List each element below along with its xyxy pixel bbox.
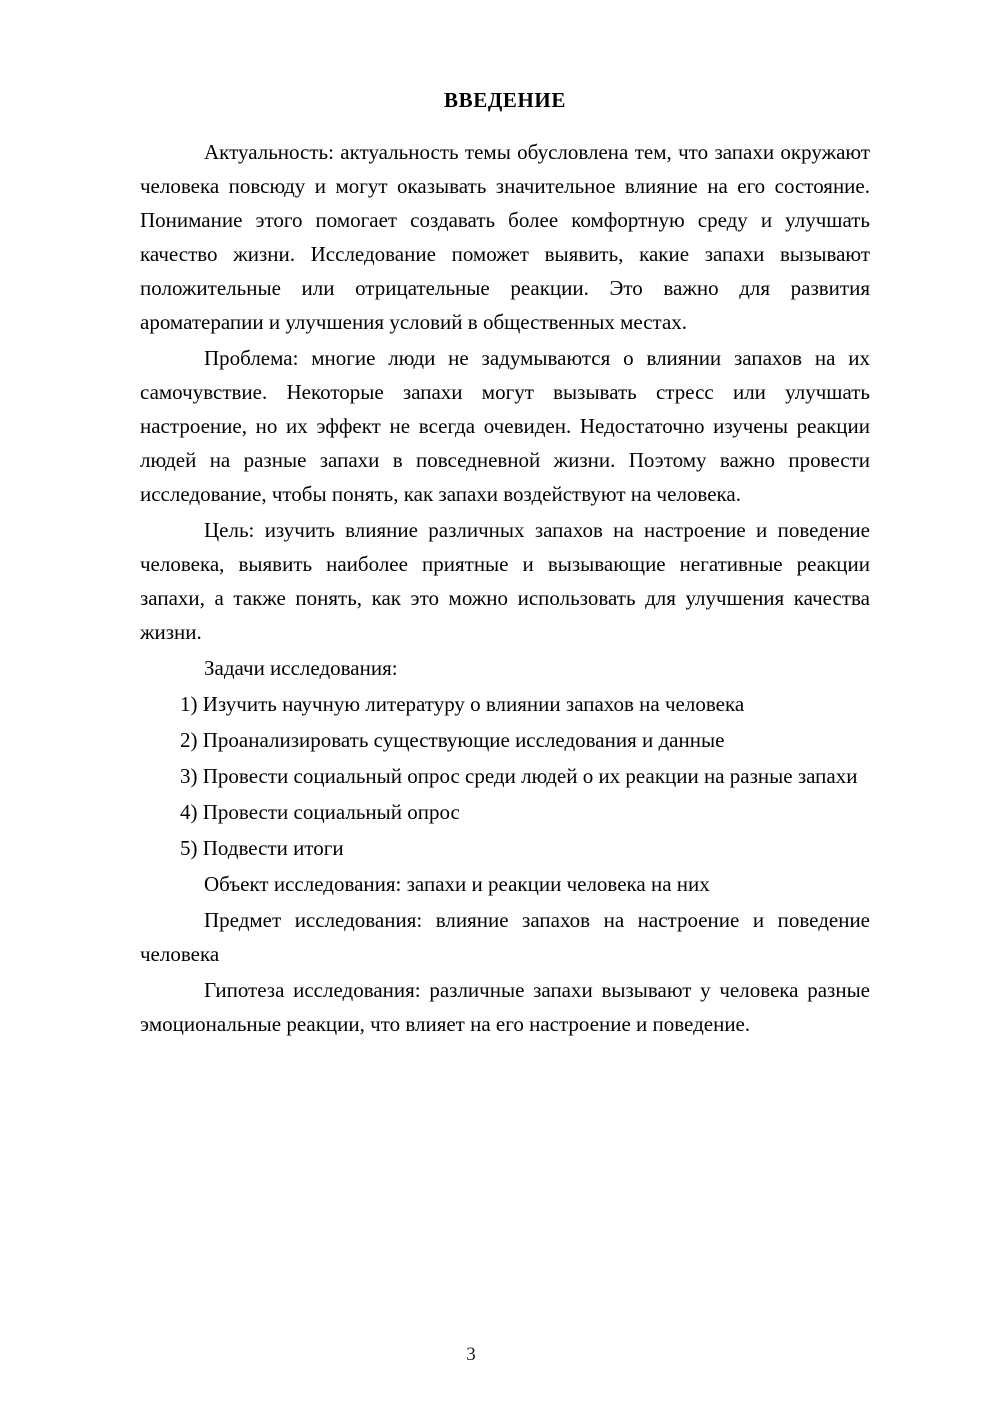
paragraph-hypothesis: Гипотеза исследования: различные запахи вызывают у человека разные эмоциональные реакции, что влияет на его настроение и поведение. [140,978,870,1037]
task-item-1: 1) Изучить научную литературу о влиянии запахов на человека [180,692,745,717]
paragraph-relevance: Актуальность: актуальность темы обусловлена тем, что запахи окружают человека повсюду и могут оказывать значительное влияние на его состояние. Понимание этого помогает создавать более комфортную среду и улучшать качество жизни. Исследование поможет выявить, какие запахи вызывают положительные или отрицательные реакции. Это важно для развития ароматерапии и улучшения условий в общественных местах. [140,140,870,335]
paragraph-problem: Проблема: многие люди не задумываются о влиянии запахов на их самочувствие. Некоторые запахи могут вызывать стресс или улучшать настроение, но их эффект не всегда очевиден. Недостаточно изучены реакции людей на разные запахи в повседневной жизни. Поэтому важно провести исследование, чтобы понять, как запахи воздействуют на человека. [140,346,870,507]
page-number: 3 [466,1344,476,1365]
paragraph-goal: Цель: изучить влияние различных запахов на настроение и поведение человека, выявить наиболее приятные и вызывающие негативные реакции запахи, а также понять, как это можно использовать для улучшения качества жизни. [140,518,870,645]
task-item-2: 2) Проанализировать существующие исследования и данные [180,728,725,753]
paragraph-object: Объект исследования: запахи и реакции человека на них [204,872,710,897]
task-item-3: 3) Провести социальный опрос среди людей о их реакции на разные запахи [180,764,858,789]
task-item-4: 4) Провести социальный опрос [180,800,460,825]
paragraph-subject: Предмет исследования: влияние запахов на настроение и поведение человека [140,908,870,967]
tasks-heading: Задачи исследования: [204,656,398,681]
page-title: ВВЕДЕНИЕ [444,88,566,112]
task-item-5: 5) Подвести итоги [180,836,344,861]
